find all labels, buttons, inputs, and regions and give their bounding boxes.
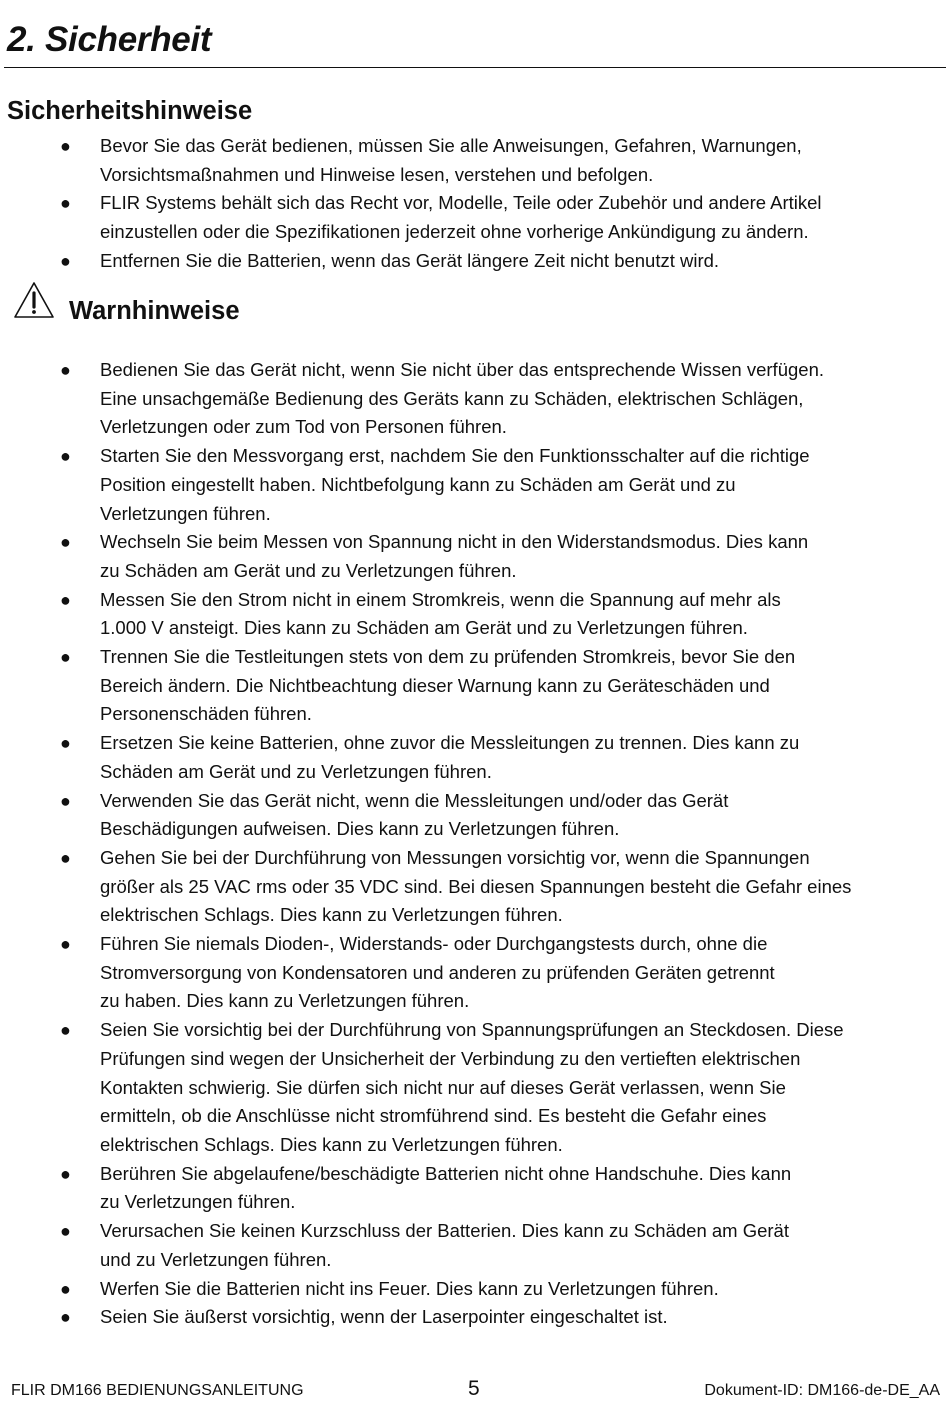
list-item-text: elektrischen Schlags. Dies kann zu Verletzungen führen. — [100, 904, 563, 926]
section-title-safety-notes: Sicherheitshinweise — [7, 97, 253, 125]
bullet-icon: ● — [60, 733, 71, 754]
list-item — [0, 247, 950, 276]
list-item-text: Gehen Sie bei der Durchführung von Messungen vorsichtig vor, wenn die Spannungen — [100, 846, 810, 868]
list-item-text: größer als 25 VAC rms oder 35 VDC sind. Bei diesen Spannungen besteht die Gefahr eines — [100, 875, 852, 897]
bullet-icon: ● — [60, 360, 71, 380]
bullet-icon: ● — [60, 136, 71, 156]
list-item — [0, 442, 950, 528]
list-item-text: elektrischen Schlags. Dies kann zu Verletzungen führen. — [100, 1133, 563, 1155]
list-item-text: Seien Sie äußerst vorsichtig, wenn der Laserpointer eingeschaltet ist. — [100, 1306, 668, 1328]
list-item-text: Verursachen Sie keinen Kurzschluss der Batterien. Dies kann zu Schäden am Gerät — [100, 1220, 789, 1242]
list-item — [0, 729, 950, 786]
list-item — [0, 189, 950, 246]
chapter-title: 2. Sicherheit — [7, 20, 212, 59]
list-item — [0, 586, 950, 643]
bullet-icon: ● — [60, 1278, 71, 1299]
bullet-icon: ● — [60, 1221, 71, 1242]
list-item-text: Führen Sie niemals Dioden-, Widerstands- oder Durchgangstests durch, ohne die — [100, 933, 768, 955]
list-item-text: zu haben. Dies kann zu Verletzungen führen. — [100, 990, 470, 1012]
bullet-icon: ● — [60, 193, 71, 214]
list-item-text: Trennen Sie die Testleitungen stets von dem zu prüfenden Stromkreis, bevor Sie den — [100, 646, 796, 668]
list-item — [0, 643, 950, 729]
bullet-icon: ● — [60, 446, 71, 467]
list-item-text: Kontakten schwierig. Sie dürfen sich nicht nur auf dieses Gerät verlassen, wenn Sie — [100, 1076, 786, 1098]
bullet-icon: ● — [60, 790, 71, 811]
list-item-text: Entfernen Sie die Batterien, wenn das Gerät längere Zeit nicht benutzt wird. — [100, 249, 720, 271]
list-item-text: Verwenden Sie das Gerät nicht, wenn die Messleitungen und/oder das Gerät — [100, 789, 729, 811]
list-item — [0, 356, 950, 442]
footer-manual-title: FLIR DM166 BEDIENUNGSANLEITUNG — [11, 1382, 304, 1399]
list-item-text: Position eingestellt haben. Nichtbefolgung kann zu Schäden am Gerät und zu — [100, 473, 736, 495]
list-item-text: Messen Sie den Strom nicht in einem Stromkreis, wenn die Spannung auf mehr als — [100, 588, 781, 610]
bullet-icon: ● — [60, 1020, 71, 1041]
list-item-text: Starten Sie den Messvorgang erst, nachdem Sie den Funktionsschalter auf die richtige — [100, 445, 810, 467]
list-item-text: Vorsichtsmaßnahmen und Hinweise lesen, verstehen und befolgen. — [100, 163, 654, 185]
list-item-text: Seien Sie vorsichtig bei der Durchführung von Spannungsprüfungen an Steckdosen. Diese — [100, 1019, 844, 1041]
list-item — [0, 1016, 950, 1160]
list-item — [0, 132, 950, 189]
list-item-text: 1.000 V ansteigt. Dies kann zu Schäden am Gerät und zu Verletzungen führen. — [100, 617, 748, 639]
list-item-text: einzustellen oder die Spezifikationen jederzeit ohne vorherige Ankündigung zu ändern. — [100, 221, 809, 243]
warnings-list — [0, 356, 950, 1332]
list-item-text: Ersetzen Sie keine Batterien, ohne zuvor die Messleitungen zu trennen. Dies kann zu — [100, 732, 800, 754]
title-divider — [4, 67, 946, 68]
list-item — [0, 930, 950, 1016]
section-title-warnings: Warnhinweise — [69, 297, 240, 325]
list-item — [0, 1160, 950, 1217]
warning-triangle-icon — [12, 280, 56, 322]
list-item-text: Beschädigungen aufweisen. Dies kann zu Verletzungen führen. — [100, 818, 620, 840]
bullet-icon: ● — [60, 647, 71, 668]
list-item-text: Personenschäden führen. — [100, 703, 312, 725]
footer-page-number: 5 — [468, 1377, 480, 1400]
safety-notes-list — [0, 132, 950, 276]
list-item-text: Stromversorgung von Kondensatoren und anderen zu prüfenden Geräten getrennt — [100, 961, 775, 983]
bullet-icon: ● — [60, 250, 71, 271]
bullet-icon: ● — [60, 847, 71, 868]
list-item — [0, 1303, 950, 1332]
list-item-text: FLIR Systems behält sich das Recht vor, Modelle, Teile oder Zubehör und andere Artikel — [100, 192, 822, 214]
list-item-text: Eine unsachgemäße Bedienung des Geräts kann zu Schäden, elektrischen Schlägen, — [100, 387, 804, 409]
list-item-text: zu Verletzungen führen. — [100, 1191, 296, 1213]
list-item-text: Bereich ändern. Die Nichtbeachtung dieser Warnung kann zu Geräteschäden und — [100, 674, 770, 696]
list-item-text: und zu Verletzungen führen. — [100, 1248, 332, 1270]
list-item — [0, 844, 950, 930]
bullet-icon: ● — [60, 532, 71, 553]
list-item — [0, 528, 950, 585]
list-item-text: Schäden am Gerät und zu Verletzungen führen. — [100, 760, 492, 782]
list-item-text: Berühren Sie abgelaufene/beschädigte Batterien nicht ohne Handschuhe. Dies kann — [100, 1162, 792, 1184]
list-item-text: Werfen Sie die Batterien nicht ins Feuer. Dies kann zu Verletzungen führen. — [100, 1277, 719, 1299]
list-item — [0, 787, 950, 844]
list-item — [0, 1217, 950, 1274]
bullet-icon: ● — [60, 934, 71, 955]
list-item-text: Prüfungen sind wegen der Unsicherheit der Verbindung zu den vertieften elektrischen — [100, 1047, 801, 1069]
bullet-icon: ● — [60, 1163, 71, 1184]
bullet-icon: ● — [60, 589, 71, 610]
list-item-text: Bedienen Sie das Gerät nicht, wenn Sie nicht über das entsprechende Wissen verfügen. — [100, 359, 824, 380]
list-item-text: Verletzungen oder zum Tod von Personen führen. — [100, 416, 507, 438]
list-item-text: Wechseln Sie beim Messen von Spannung nicht in den Widerstandsmodus. Dies kann — [100, 531, 809, 553]
list-item-text: Bevor Sie das Gerät bedienen, müssen Sie alle Anweisungen, Gefahren, Warnungen, — [100, 135, 802, 156]
list-item-text: ermitteln, ob die Anschlüsse nicht stromführend sind. Es besteht die Gefahr eines — [100, 1105, 767, 1127]
list-item-text: Verletzungen führen. — [100, 502, 271, 524]
list-item — [0, 1275, 950, 1304]
bullet-icon: ● — [60, 1307, 71, 1328]
list-item-text: zu Schäden am Gerät und zu Verletzungen führen. — [100, 559, 517, 581]
footer-document-id: Dokument-ID: DM166-de-DE_AA — [704, 1382, 940, 1399]
